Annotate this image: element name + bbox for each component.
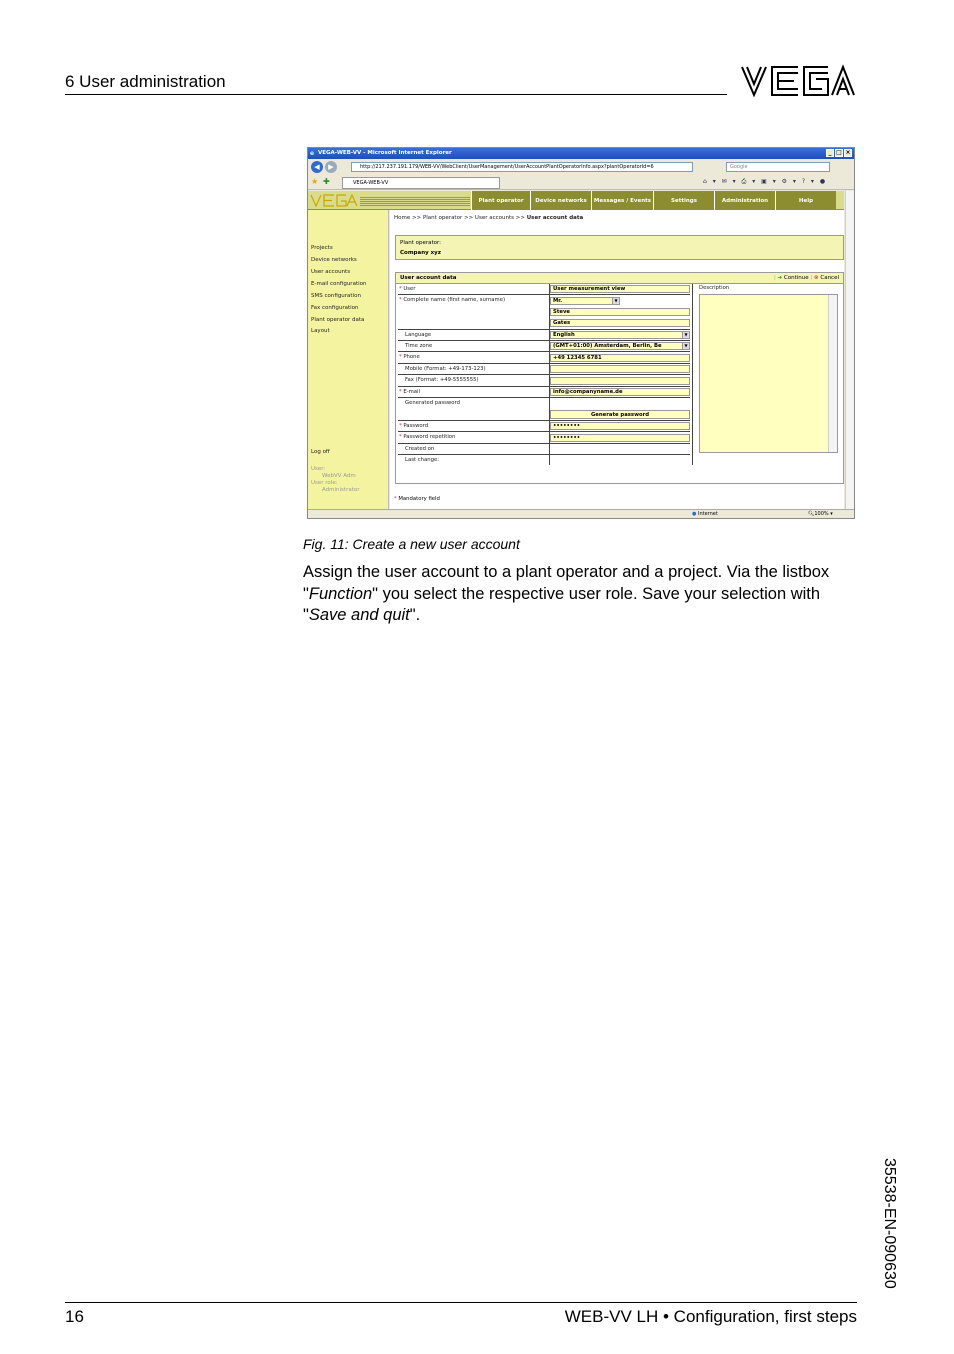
left-navigation (308, 210, 389, 509)
password-field[interactable]: •••••••• (550, 422, 690, 430)
user-field[interactable]: User measurement view (550, 285, 690, 293)
nav-projects[interactable]: Projects (311, 245, 333, 251)
address-bar[interactable]: http://217.237.191.179/WEB-VV/WebClient/UserManagement/UserAccountPlantOperatorInfo.aspx?plantOperatorId=6 (351, 162, 693, 172)
main-content (390, 210, 844, 509)
plant-operator-value: Company xyz (400, 250, 441, 256)
timezone-select[interactable]: (GMT+01:00) Amsterdam, Berlin, Be ▼ (550, 342, 690, 350)
plant-operator-box (395, 235, 844, 260)
first-name-field[interactable]: Steve (550, 308, 690, 316)
cancel-button[interactable]: Cancel (820, 275, 839, 281)
cancel-icon[interactable]: ⊗ (814, 275, 819, 281)
language-label: Language (405, 332, 432, 338)
column-divider-2 (692, 284, 693, 465)
form-heading: User account data (400, 275, 457, 281)
tab-device-networks[interactable]: Device networks (530, 191, 591, 210)
app-header (308, 191, 844, 210)
email-label: E-mail (403, 389, 420, 395)
body-paragraph: Assign the user account to a plant operator and a project. Via the listbox "Function" you select the respective user role. Save your selection with "Save and quit". (303, 563, 830, 624)
row-password-repetition: * Password repetition (398, 432, 690, 444)
password-repetition-label: Password repetition (403, 434, 456, 440)
toolbar-icons[interactable]: ⌂ ▾ ✉ ▾ ⎙ ▾ ▣ ▾ ⚙ ▾ ? ▾ ● (703, 178, 828, 185)
description-textarea[interactable] (699, 294, 838, 453)
app-logo (310, 194, 358, 207)
user-label: User (403, 286, 416, 292)
row-user: * User (398, 284, 690, 295)
zoom-level[interactable]: 🔍︎100% ▾ (808, 511, 833, 517)
vega-logo (740, 64, 857, 98)
timezone-label: Time zone (405, 343, 433, 349)
tab-help[interactable]: Help (775, 191, 836, 210)
role-value: Administrator (322, 487, 360, 493)
back-icon[interactable]: ◀ (311, 161, 323, 173)
fax-label: Fax (Format: +49-5555555) (405, 377, 479, 383)
tab-plant-operator[interactable]: Plant operator (471, 191, 530, 210)
user-value: WebVV Adm (322, 473, 356, 479)
tab-administration[interactable]: Administration (714, 191, 775, 210)
window-title: VEGA-WEB-VV - Microsoft Internet Explorer (318, 150, 452, 156)
section-header: 6 User administration (65, 72, 226, 91)
phone-label: Phone (403, 354, 420, 360)
email-field[interactable]: info@companyname.de (550, 388, 690, 396)
breadcrumb-current: User account data (526, 215, 584, 221)
page-scrollbar[interactable] (845, 191, 854, 509)
phone-field[interactable]: +49 12345 6781 (550, 354, 690, 362)
breadcrumb (394, 215, 583, 221)
nav-layout[interactable]: Layout (311, 328, 330, 334)
close-icon[interactable]: × (845, 149, 851, 156)
description-scrollbar[interactable] (828, 295, 837, 452)
nav-sms-configuration[interactable]: SMS configuration (311, 293, 361, 299)
browser-tab[interactable]: VEGA-WEB-VV (342, 177, 500, 189)
maximize-icon[interactable]: □ (836, 149, 842, 156)
browser-screenshot (307, 147, 855, 519)
role-label: User role: (311, 480, 338, 486)
row-last-change (398, 455, 690, 466)
nav-fax-configuration[interactable]: Fax configuration (311, 305, 359, 311)
name-label: Complete name (first name, surname) (403, 297, 506, 303)
chevron-down-icon: ▼ (682, 343, 689, 349)
row-password: * Password (398, 421, 690, 432)
address-row (308, 160, 854, 174)
tab-settings[interactable]: Settings (653, 191, 714, 210)
nav-plant-operator-data[interactable]: Plant operator data (311, 317, 365, 323)
figure-caption: Fig. 11: Create a new user account (303, 536, 520, 552)
generate-password-button[interactable]: Generate password (550, 410, 690, 419)
user-account-form (395, 284, 844, 484)
status-bar (308, 509, 854, 518)
user-account-heading: User account data | ➔ Continue | ⊗ Cancel (395, 272, 844, 284)
generated-password-label: Generated password (405, 400, 460, 406)
language-select[interactable]: English ▼ (550, 331, 690, 339)
password-repetition-field[interactable]: •••••••• (550, 434, 690, 442)
breadcrumb-path[interactable]: Home >> Plant operator >> User accounts >> (394, 215, 527, 221)
last-change-label: Last change: (405, 457, 439, 463)
description-label: Description (699, 285, 730, 291)
last-name-field[interactable]: Gates (550, 319, 690, 327)
window-titlebar (308, 148, 854, 159)
continue-icon[interactable]: ➔ (777, 275, 783, 281)
mobile-field[interactable] (550, 365, 690, 373)
favorites-row (308, 175, 854, 190)
nav-log-off[interactable]: Log off (311, 449, 330, 455)
mandatory-note: * Mandatory field (394, 496, 440, 502)
nav-user-accounts[interactable]: User accounts (311, 269, 351, 275)
zoom-icon: 🔍︎ (808, 511, 815, 517)
chevron-down-icon: ▼ (612, 298, 619, 304)
page-number: 16 (65, 1307, 84, 1326)
fax-field[interactable] (550, 377, 690, 385)
footer-title: WEB-VV LH • Configuration, first steps (564, 1307, 857, 1326)
forward-icon[interactable]: ▶ (325, 161, 337, 173)
header-rule (65, 94, 727, 95)
created-on-label: Created on (405, 446, 435, 452)
continue-button[interactable]: Continue (783, 275, 809, 281)
user-label: User: (311, 466, 326, 472)
tab-messages-events[interactable]: Messages / Events (591, 191, 653, 210)
search-input[interactable]: Google (726, 162, 830, 172)
chevron-down-icon: ▼ (682, 332, 689, 338)
minimize-icon[interactable]: _ (826, 149, 834, 157)
mobile-label: Mobile (Format: +49-173-123) (405, 366, 486, 372)
row-phone: * Phone (398, 352, 690, 364)
document-code: 35538-EN-090630 (881, 1158, 898, 1289)
footer-rule (65, 1302, 857, 1303)
header-stripes (360, 196, 470, 206)
password-label: Password (403, 423, 429, 429)
add-favorite-icon[interactable]: ✚ (323, 177, 330, 186)
row-email: * E-mail (398, 387, 690, 398)
favorites-star-icon[interactable]: ★ (311, 177, 319, 186)
row-name: * Complete name (first name, surname) (398, 295, 690, 330)
nav-device-networks[interactable]: Device networks (311, 257, 357, 263)
nav-email-configuration[interactable]: E-mail configuration (311, 281, 367, 287)
salutation-select[interactable]: Mr. ▼ (550, 297, 620, 305)
plant-operator-label: Plant operator: (400, 240, 442, 246)
status-zone: ● Internet (692, 511, 718, 517)
row-created-on (398, 444, 690, 455)
globe-icon: ● (692, 511, 697, 517)
ie-icon: e (310, 150, 315, 157)
